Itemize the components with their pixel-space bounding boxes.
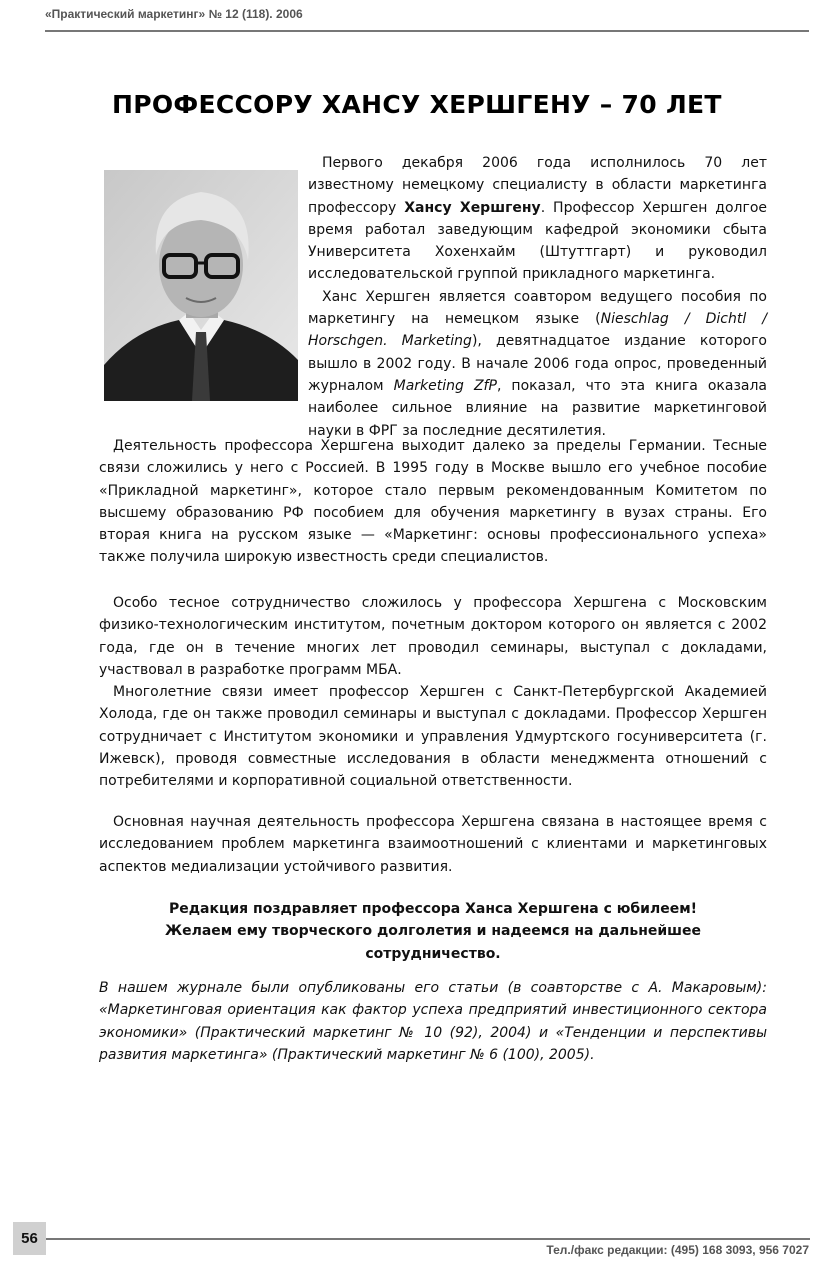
footer-rule	[46, 1238, 810, 1240]
body-paragraph-4-block	[99, 811, 767, 878]
intro-paragraph-1	[308, 152, 767, 286]
portrait-photo	[104, 170, 298, 401]
publications-note: В нашем журнале были опубликованы его статьи (в соавторстве с А. Макаровым): «Маркетинговая ориентация как фактор успеха предприятий инвестиционного сектора экономики» (Практический маркетинг № 10 (92), 2004) и «Тенденции и перспективы развития маркетинга» (Практический маркетинг № 6 (100), 2005).	[99, 980, 767, 1063]
body-paragraph-1-block	[99, 435, 767, 569]
page-number: 56	[13, 1222, 46, 1255]
journal-name: Marketing ZfP	[393, 377, 497, 394]
header-rule	[45, 30, 809, 32]
footer-contact: Тел./факс редакции: (495) 168 3093, 956 7027	[546, 1243, 809, 1257]
intro-p1-text-b: . Профессор Хершген долгое время работал заведующим кафедрой экономики сбыта Университета Хохенхайм (Штуттгарт) и руководил исследовательской группой прикладного маркетинга.	[308, 199, 767, 283]
intro-p2-text-a: Ханс Хершген является соавтором ведущего пособия по маркетингу на немецком языке (	[308, 288, 767, 328]
intro-p2-text-b: ), девятнадцатое издание которого вышло в 2002 году. В начале 2006 года опрос, проведенный журналом	[308, 333, 767, 394]
intro-paragraph-2	[308, 286, 767, 442]
body-paragraph-2-3-block	[99, 592, 767, 793]
intro-column	[308, 152, 767, 442]
intro-p2-text-c: , показал, что эта книга оказала наиболее сильное влияние на развитие маркетинговой науки в ФРГ за последние десятилетия.	[308, 377, 767, 439]
body-paragraph-4: Основная научная деятельность профессора Хершгена связана в настоящее время с исследованием проблем маркетинга взаимоотношений с клиентами и маркетинговых аспектов медиализации устойчивого развития.	[99, 814, 767, 875]
book-title: Nieschlag / Dichtl / Horschgen. Marketing	[308, 311, 767, 350]
body-paragraph-1: Деятельность профессора Хершгена выходит далеко за пределы Германии. Тесные связи сложились у него с Россией. В 1995 году в Москве вышло его учебное пособие «Прикладной маркетинг», которое стало первым рекомендованным Комитетом по высшему образованию РФ пособием для обучения маркетингу в вузах страны. Его вторая книга на русском языке — «Маркетинг: основы профессионального успеха» также получила широкую известность среди специалистов.	[99, 438, 767, 566]
portrait-image	[104, 170, 298, 401]
professor-name: Хансу Хершгену	[404, 199, 541, 216]
body-paragraph-2: Особо тесное сотрудничество сложилось у профессора Хершгена с Московским физико-технологическим институтом, почетным доктором которого он является с 2002 года, где он в течение многих лет проводил семинары, выступал с докладами, участвовал в разработке программ МБА.	[99, 595, 767, 678]
intro-p1-text-a: Первого декабря 2006 года исполнилось 70 лет известному немецкому специалисту в области маркетинга профессору	[308, 155, 767, 216]
congratulations	[99, 898, 767, 965]
congratulations-line-1: Редакция поздравляет профессора Ханса Хершгена с юбилеем!	[168, 901, 698, 917]
congratulations-line-2: Желаем ему творческого долголетия и надеемся на дальнейшее сотрудничество.	[164, 923, 702, 962]
article-title: ПРОФЕССОРУ ХАНСУ ХЕРШГЕНУ – 70 ЛЕТ	[112, 90, 722, 119]
body-paragraph-3: Многолетние связи имеет профессор Хершген с Санкт-Петербургской Академией Холода, где он также проводил семинары и выступал с докладами. Профессор Хершген сотрудничает с Институтом экономики и управления Удмуртского госуниверситета (г. Ижевск), проводя совместные исследования в области менеджмента отношений с потребителями и корпоративной социальной ответственности.	[99, 684, 767, 790]
running-header: «Практический маркетинг» № 12 (118). 2006	[45, 7, 303, 21]
